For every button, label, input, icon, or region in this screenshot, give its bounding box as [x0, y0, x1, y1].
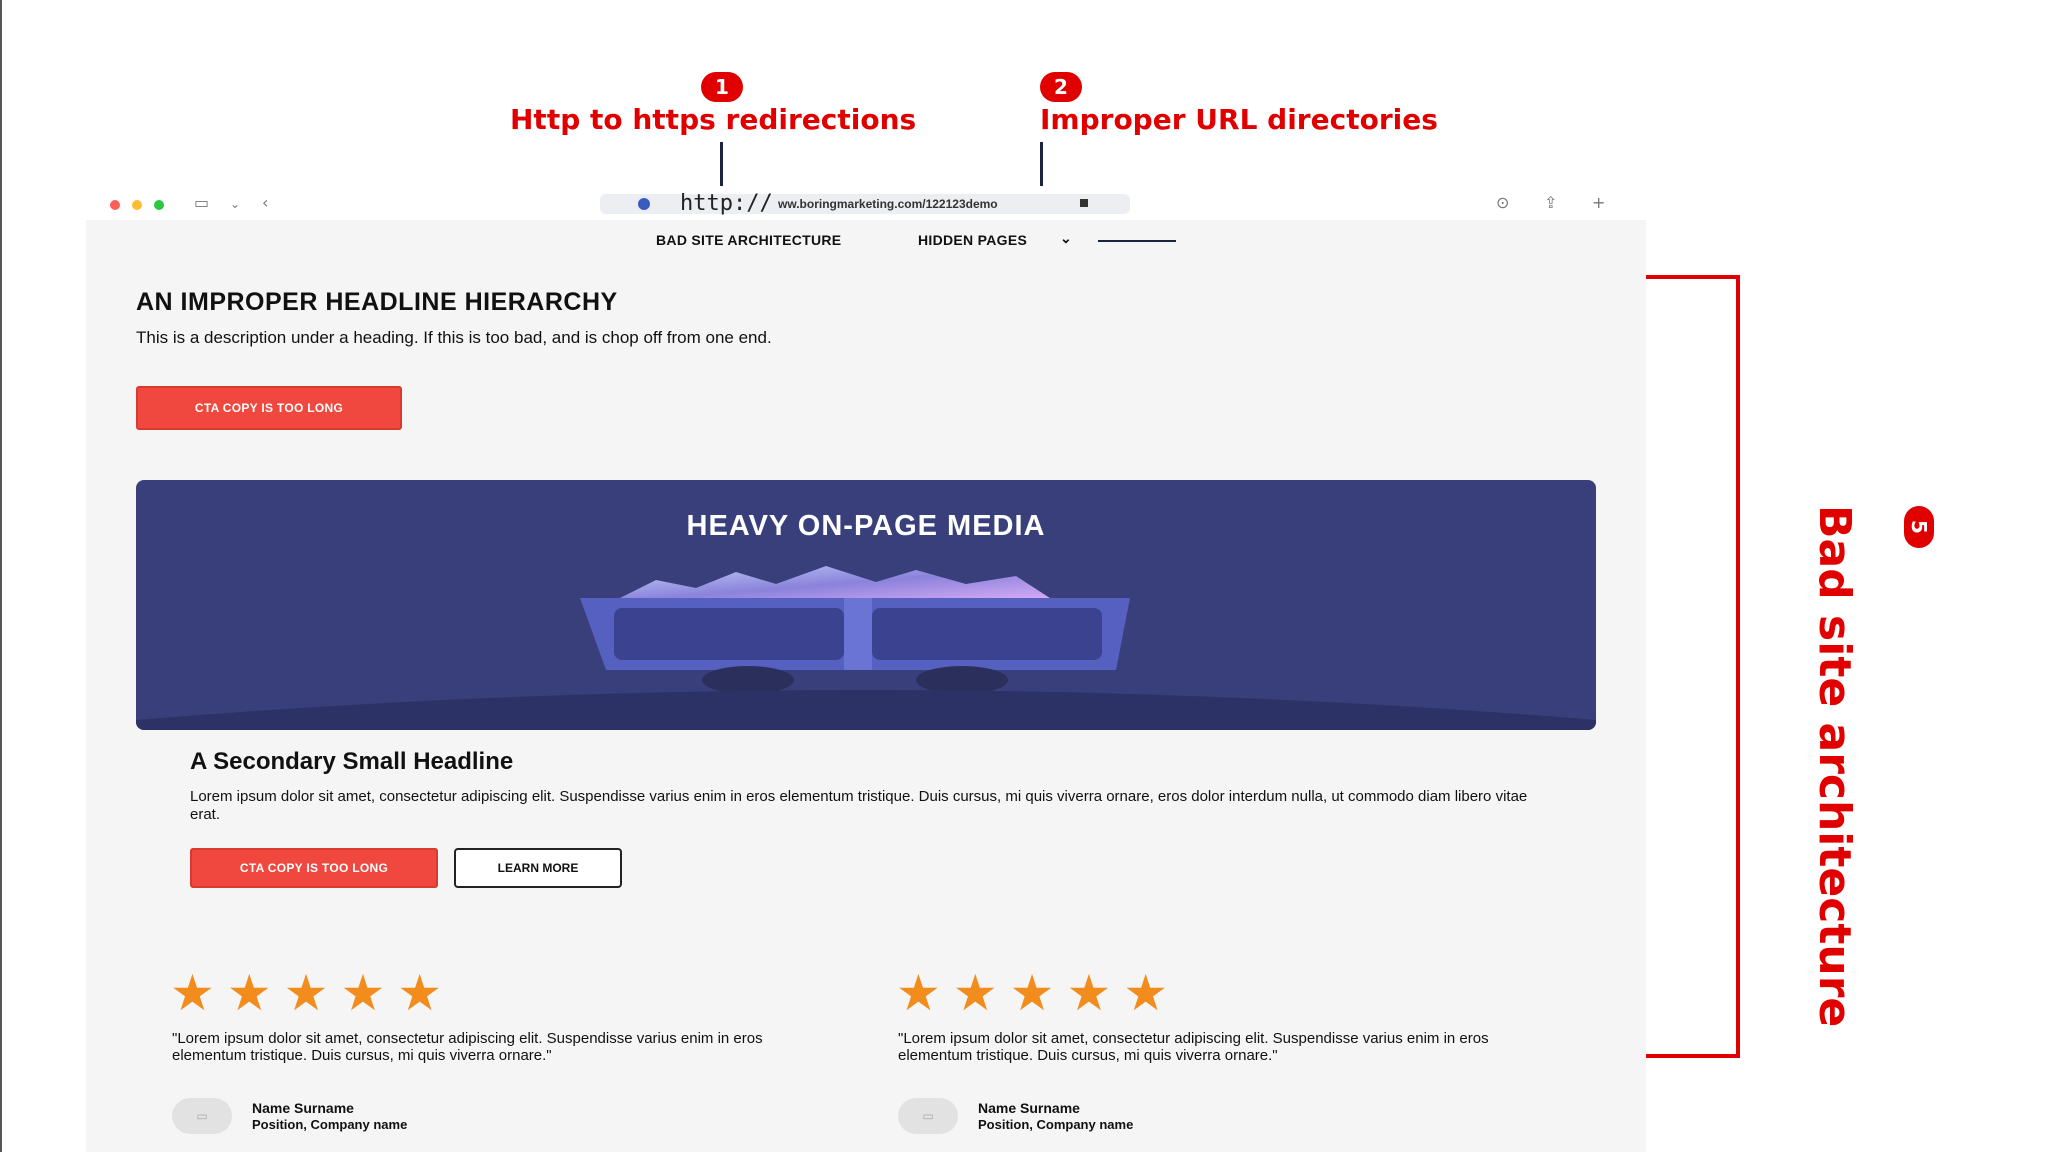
page-description: This is a description under a heading. If this is too bad, and is chop off from one end. — [136, 328, 772, 347]
learn-more-button[interactable]: LEARN MORE — [454, 848, 622, 888]
testimonial-position: Position, Company name — [978, 1117, 1134, 1132]
bracket-top — [1646, 275, 1740, 279]
annotation-connector-2 — [1040, 142, 1043, 186]
bracket-bottom — [1646, 1054, 1740, 1058]
page-headline: AN IMPROPER HEADLINE HIERARCHY — [136, 288, 618, 316]
testimonial-name: Name Surname — [252, 1100, 354, 1116]
secondary-body: Lorem ipsum dolor sit amet, consectetur adipiscing elit. Suspendisse varius enim in eros elementum tristique. Duis cursus, mi quis viverra ornare, eros dolor interdum nulla, ut commodo diam libero vitae erat. — [190, 788, 1528, 823]
url-protocol: http:// — [680, 191, 773, 216]
annotation-connector-1 — [720, 142, 723, 186]
annotation-badge-2: 2 — [1040, 72, 1082, 102]
testimonial-quote: "Lorem ipsum dolor sit amet, consectetur adipiscing elit. Suspendisse varius enim in eros elementum tristique. Duis cursus, mi quis viverra ornare." — [898, 1030, 1489, 1064]
download-icon[interactable]: ⊙ — [1496, 193, 1510, 212]
chevron-down-icon[interactable]: ⌄ — [1060, 230, 1073, 246]
share-icon[interactable]: ⇪ — [1544, 193, 1558, 212]
chevron-down-icon[interactable]: ⌄ — [230, 197, 241, 211]
avatar: ▭ — [898, 1098, 958, 1134]
annotation-badge-5: 5 — [1904, 506, 1934, 548]
left-border — [0, 0, 2, 1152]
annotation-label-1: Http to https redirections — [510, 103, 917, 136]
lock-icon — [1080, 199, 1088, 207]
bracket-spine — [1736, 276, 1740, 1058]
back-icon[interactable]: ‹ — [262, 193, 269, 212]
star-rating: ★★★★★ — [170, 965, 455, 1021]
testimonial-position: Position, Company name — [252, 1117, 408, 1132]
secondary-cta-button[interactable]: CTA COPY IS TOO LONG — [190, 848, 438, 888]
nav-hidden-pages[interactable]: HIDDEN PAGES — [918, 232, 1028, 248]
annotation-connector-3 — [1098, 240, 1176, 242]
annotation-label-2: Improper URL directories — [1040, 103, 1438, 136]
media-title: HEAVY ON-PAGE MEDIA — [686, 510, 1046, 542]
avatar: ▭ — [172, 1098, 232, 1134]
star-rating: ★★★★★ — [896, 965, 1181, 1021]
window-zoom-dot[interactable] — [154, 200, 164, 210]
testimonial-name: Name Surname — [978, 1100, 1080, 1116]
window-minimize-dot[interactable] — [132, 200, 142, 210]
annotation-label-5: Bad site architecture — [1809, 505, 1860, 1028]
window-close-dot[interactable] — [110, 200, 120, 210]
cta-button[interactable]: CTA COPY IS TOO LONG — [136, 386, 402, 430]
secondary-headline: A Secondary Small Headline — [190, 748, 514, 775]
sidebar-icon[interactable]: ▭ — [194, 193, 210, 212]
testimonial-quote: "Lorem ipsum dolor sit amet, consectetur adipiscing elit. Suspendisse varius enim in eros elementum tristique. Duis cursus, mi quis viverra ornare." — [172, 1030, 763, 1064]
nav-bad-site-architecture[interactable]: BAD SITE ARCHITECTURE — [656, 232, 842, 248]
new-tab-icon[interactable]: + — [1592, 193, 1606, 212]
url-path: ww.boringmarketing.com/122123demo — [778, 197, 998, 211]
site-info-icon[interactable] — [638, 198, 650, 210]
annotation-badge-1: 1 — [701, 72, 743, 102]
